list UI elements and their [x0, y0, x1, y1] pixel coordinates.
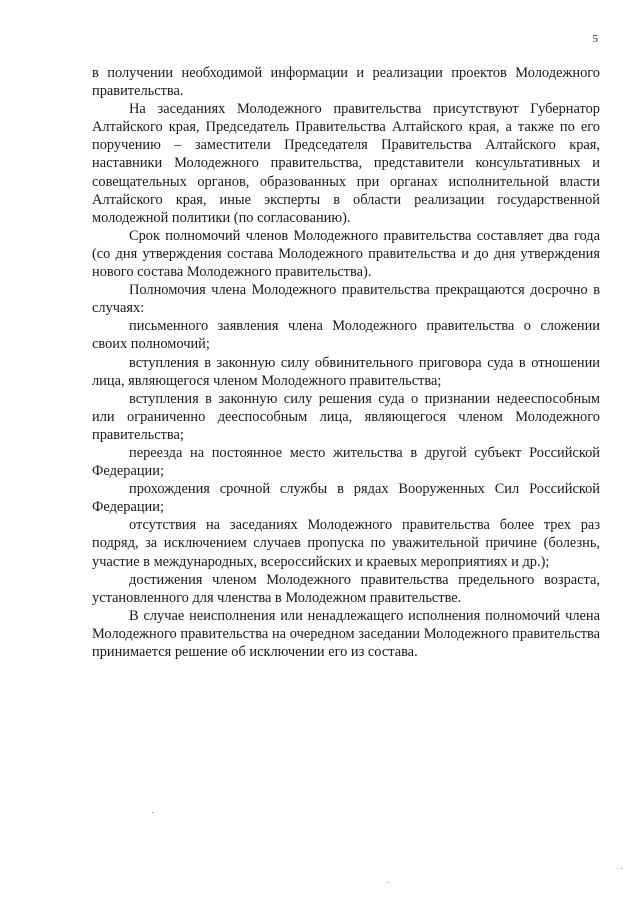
scan-speck — [388, 882, 389, 883]
paragraph-continuation: в получении необходимой информации и реализации проектов Молодежного правительства. — [92, 65, 600, 100]
paragraph-early-termination: Полномочия члена Молодежного правительства прекращаются досрочно в случаях: — [92, 282, 600, 317]
scan-speck — [621, 868, 622, 869]
page-number: 5 — [592, 33, 598, 45]
list-item-absence: отсутствия на заседаниях Молодежного правительства более трех раз подряд, за исключением случаев пропуска по уважительной причине (болезнь, участие в международных, всероссийских и краевых мероприятиях и др.); — [92, 517, 600, 570]
paragraph-exclusion: В случае неисполнения или ненадлежащего исполнения полномочий члена Молодежного правительства на очередном заседании Молодежного правительства принимается решение об исключении его из состава. — [92, 607, 600, 660]
list-item-conviction: вступления в законную силу обвинительного приговора суда в отношении лица, являющегося членом Молодежного правительства; — [92, 354, 600, 389]
paragraph-meeting-attendees: На заседаниях Молодежного правительства присутствуют Губернатор Алтайского края, Председатель Правительства Алтайского края, а также по его поручению – заместители Председателя Правительства Алтайского края, наставники Молодежного правительства, представители консультативных и совещательных органов, образованных при органах исполнительной власти Алтайского края, иные эксперты в области реализации государственной молодежной политики (по согласованию). — [92, 101, 600, 226]
list-item-relocation: переезда на постоянное место жительства в другой субъект Российской Федерации; — [92, 444, 600, 480]
scan-speck — [152, 812, 153, 813]
list-item-military-service: прохождения срочной службы в рядах Вооруженных Сил Российской Федерации; — [92, 481, 600, 516]
list-item-incapacity: вступления в законную силу решения суда о признании недееспособным или ограниченно дееспособным лица, являющегося членом Молодежного правительства; — [92, 390, 600, 443]
list-item-age-limit: достижения членом Молодежного правительства предельного возраста, установленного для членства в Молодежном правительстве. — [92, 571, 600, 606]
paragraph-term-of-office: Срок полномочий членов Молодежного правительства составляет два года (со дня утверждения состава Молодежного правительства и до дня утверждения нового состава Молодежного правительства). — [92, 227, 600, 281]
list-item-written-statement: письменного заявления члена Молодежного правительства о сложении своих полномочий; — [92, 318, 600, 353]
document-body — [92, 64, 600, 661]
